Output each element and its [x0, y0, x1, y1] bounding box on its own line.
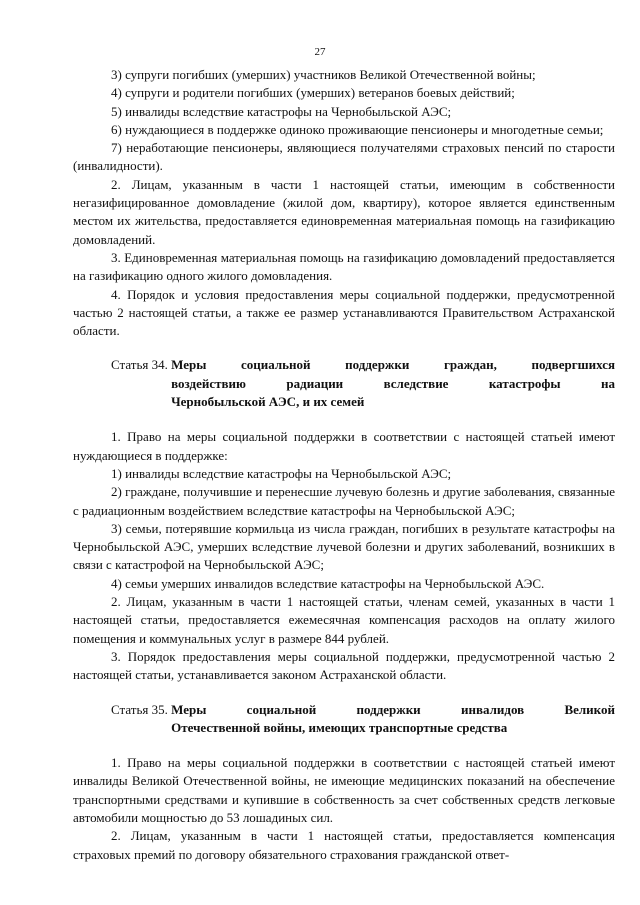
page-content [73, 66, 615, 864]
paragraph: 5) инвалиды вследствие катастрофы на Чернобыльской АЭС; [111, 103, 452, 119]
paragraph: 2. Лицам, указанным в части 1 настоящей статьи, членам семей, указанных в части 1 настоящей статьи, предоставляется ежемесячная компенсация расходов на оплату жилого помещения и коммунальных услуг в размере 844 рублей. [73, 594, 615, 646]
paragraph: 1. Право на меры социальной поддержки в соответствии с настоящей статьей имеют нуждающиеся в поддержке: [73, 429, 615, 463]
article-label: Статья 34. [111, 357, 172, 373]
paragraph: 3) супруги погибших (умерших) участников Великой Отечественной войны; [111, 67, 536, 82]
paragraph: 4. Порядок и условия предоставления меры социальной поддержки, предусмотренной частью 2 настоящей статьи, а также ее размер устанавливаются Правительством Астраханской области. [73, 286, 615, 339]
article-label: Статья 35. [111, 701, 172, 717]
article-35-heading [73, 701, 615, 738]
previous-article-continuation [73, 66, 615, 340]
paragraph: 6) нуждающиеся в поддержке одиноко проживающие пенсионеры и многодетные семьи; [111, 121, 604, 137]
article-title-line: Отечественной войны, имеющих транспортные средства [171, 719, 508, 735]
article-34-heading [73, 356, 615, 411]
paragraph: 1. Право на меры социальной поддержки в соответствии с настоящей статьей имеют инвалиды Великой Отечественной войны, не имеющие медицинских показаний на обеспечение транспортными средствами и купившие в собственность за счет собственных средств легковые автомобили мощностью до 53 лошадиных сил. [73, 755, 615, 825]
article-title [171, 356, 615, 411]
paragraph: 7) неработающие пенсионеры, являющиеся получателями страховых пенсий по старости (инвалидности). [73, 140, 615, 174]
article-title-line: Меры социальной поддержки граждан, подвергшихся [171, 357, 615, 373]
article-title [171, 701, 615, 738]
paragraph: 2. Лицам, указанным в части 1 настоящей статьи, предоставляется компенсация страховых премий по договору обязательного страхования гражданской ответ- [73, 828, 615, 862]
article-title-line: Меры социальной поддержки инвалидов Великой [171, 701, 615, 717]
page-number: 27 [314, 46, 326, 58]
paragraph: 4) семьи умерших инвалидов вследствие катастрофы на Чернобыльской АЭС. [111, 575, 545, 591]
paragraph: 3. Единовременная материальная помощь на газификацию домовладений предоставляется на газификацию одного жилого домовладения. [73, 249, 615, 284]
paragraph: 2. Лицам, указанным в части 1 настоящей статьи, имеющим в собственности негазифицированное домовладение (жилой дом, квартиру), которое является единственным местом их жительства, предоставляется единовременная материальная помощь на газификацию домовладений. [73, 176, 615, 247]
article-title-line: воздействию радиации вследствие катастрофы на [171, 375, 615, 391]
paragraph: 4) супруги и родители погибших (умерших) ветеранов боевых действий; [111, 85, 515, 101]
paragraph: 2) граждане, получившие и перенесшие лучевую болезнь и другие заболевания, связанные с радиационным воздействием вследствие катастрофы на Чернобыльской АЭС; [73, 484, 615, 518]
article-35-body [73, 754, 615, 864]
article-34-body [73, 428, 615, 684]
paragraph: 1) инвалиды вследствие катастрофы на Чернобыльской АЭС; [111, 465, 452, 481]
paragraph: 3. Порядок предоставления меры социальной поддержки, предусмотренной частью 2 настоящей статьи, устанавливается законом Астраханской области. [73, 648, 615, 683]
article-title-line: Чернобыльской АЭС, и их семей [171, 394, 365, 410]
paragraph: 3) семьи, потерявшие кормильца из числа граждан, погибших в результате катастрофы на Чернобыльской АЭС, умерших вследствие лучевой болезни и других заболеваний, возникших в связи с катастрофой на Чернобыльской АЭС; [73, 520, 615, 573]
